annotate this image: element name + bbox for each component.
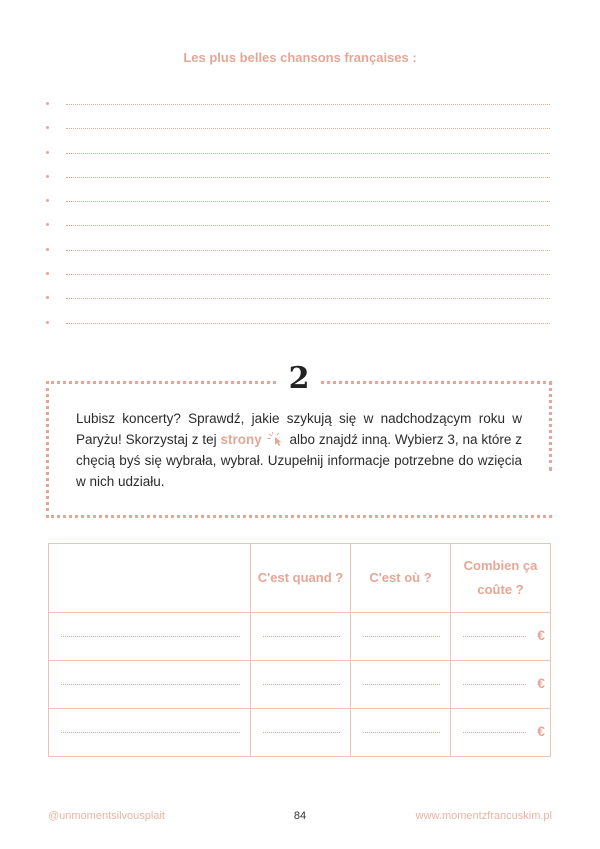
table-row	[49, 613, 551, 661]
bullet-icon	[46, 151, 49, 154]
concert-table	[48, 543, 551, 757]
answer-line[interactable]	[46, 193, 550, 217]
footer-handle[interactable]: @unmomentsilvousplait	[48, 810, 165, 822]
price-cell[interactable]	[451, 661, 551, 709]
table-header-row	[49, 544, 551, 613]
answer-line[interactable]	[46, 145, 550, 169]
header-price: Combien ça coûte ?	[451, 544, 551, 613]
answer-line[interactable]	[46, 315, 550, 339]
date-cell[interactable]	[251, 709, 351, 757]
bullet-icon	[46, 296, 49, 299]
pointer-click-icon	[266, 432, 286, 446]
footer-website[interactable]: www.momentzfrancuskim.pl	[415, 810, 552, 822]
answer-line[interactable]	[46, 169, 550, 193]
concert-name-cell[interactable]	[49, 661, 251, 709]
section-title: Les plus belles chansons françaises :	[183, 50, 417, 65]
place-cell[interactable]	[351, 709, 451, 757]
bullet-icon	[46, 102, 49, 105]
bullet-icon	[46, 248, 49, 251]
concert-name-cell[interactable]	[49, 613, 251, 661]
exercise-instructions: Lubisz koncerty? Sprawdź, jakie szykują się w nadchodzącym roku w Paryżu! Skorzystaj z tej strony albo znajdź inną. Wybierz 3, na które z chęcią byś się wybrała, wybrał. Uzupełnij informacje potrzebne do wzięcia w nich udziału.	[76, 411, 522, 489]
header-blank	[49, 544, 251, 613]
strony-link[interactable]: strony	[220, 432, 262, 447]
answer-line[interactable]	[46, 242, 550, 266]
table-row	[49, 709, 551, 757]
date-cell[interactable]	[251, 661, 351, 709]
answer-line[interactable]	[46, 266, 550, 290]
place-cell[interactable]	[351, 613, 451, 661]
bullet-icon	[46, 126, 49, 129]
bullet-icon	[46, 321, 49, 324]
page-number: 84	[293, 810, 307, 822]
euro-symbol: €	[537, 627, 545, 643]
euro-symbol: €	[537, 723, 545, 739]
bullet-icon	[46, 199, 49, 202]
header-where: C'est où ?	[351, 544, 451, 613]
concert-name-cell[interactable]	[49, 709, 251, 757]
place-cell[interactable]	[351, 661, 451, 709]
exercise-number: 2	[279, 361, 319, 397]
exercise-box	[46, 361, 552, 518]
bullet-icon	[46, 272, 49, 275]
bullet-icon	[46, 223, 49, 226]
price-cell[interactable]	[451, 613, 551, 661]
bullet-icon	[46, 175, 49, 178]
price-cell[interactable]	[451, 709, 551, 757]
answer-line[interactable]	[46, 290, 550, 314]
answer-line[interactable]	[46, 120, 550, 144]
euro-symbol: €	[537, 675, 545, 691]
date-cell[interactable]	[251, 613, 351, 661]
answer-line[interactable]	[46, 217, 550, 241]
header-when: C'est quand ?	[251, 544, 351, 613]
answer-line[interactable]	[46, 96, 550, 120]
answer-lines	[46, 96, 550, 339]
table-row	[49, 661, 551, 709]
